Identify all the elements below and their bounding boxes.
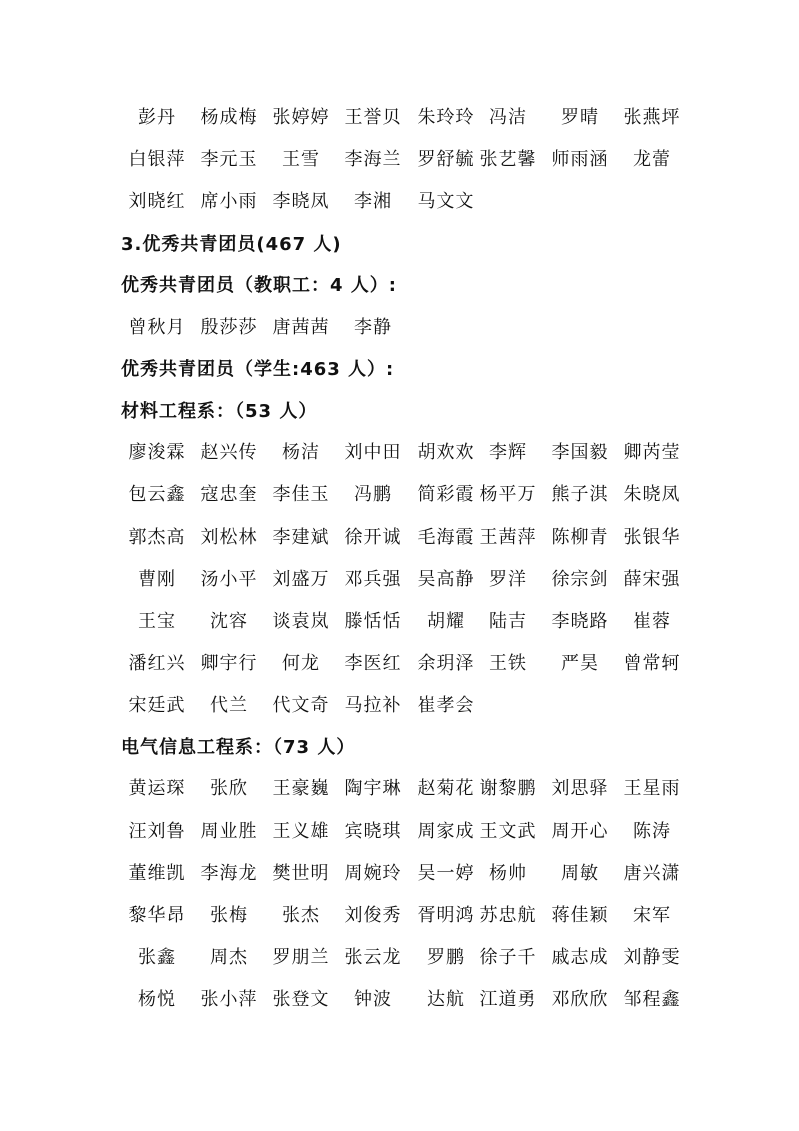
person-name: 刘盛万: [272, 569, 330, 590]
person-name: 张小萍: [200, 989, 258, 1010]
person-name: 徐子千: [479, 947, 537, 968]
person-name: 师雨涵: [551, 149, 609, 170]
person-name: 何龙: [282, 653, 320, 674]
name-row: [0, 103, 799, 133]
person-name: 张欣: [210, 778, 248, 799]
person-name: 王星雨: [623, 778, 681, 799]
person-name: 汪刘鲁: [128, 821, 186, 842]
person-name: 毛海霞: [417, 527, 475, 548]
person-name: 崔蓉: [633, 611, 671, 632]
name-row: [0, 859, 799, 889]
person-name: 周杰: [210, 947, 248, 968]
person-name: 白银萍: [128, 149, 186, 170]
person-name: 郭杰高: [128, 527, 186, 548]
person-name: 罗洋: [489, 569, 527, 590]
person-name: 徐宗剑: [551, 569, 609, 590]
person-name: 刘松林: [200, 527, 258, 548]
person-name: 张登文: [272, 989, 330, 1010]
person-name: 朱晓凤: [623, 484, 681, 505]
person-name: 杨成梅: [200, 107, 258, 128]
name-row: [0, 985, 799, 1015]
person-name: 周业胜: [200, 821, 258, 842]
person-name: 席小雨: [200, 191, 258, 212]
person-name: 黎华昂: [128, 905, 186, 926]
person-name: 张鑫: [138, 947, 176, 968]
person-name: 李佳玉: [272, 484, 330, 505]
person-name: 罗舒毓: [417, 149, 475, 170]
person-name: 杨帅: [489, 863, 527, 884]
person-name: 唐兴潇: [623, 863, 681, 884]
name-row: [0, 438, 799, 468]
person-name: 胡欢欢: [417, 442, 475, 463]
person-name: 罗鹏: [427, 947, 465, 968]
person-name: 黄运琛: [128, 778, 186, 799]
person-name: 代兰: [210, 695, 248, 716]
person-name: 冯鹏: [354, 484, 392, 505]
person-name: 徐开诚: [344, 527, 402, 548]
person-name: 严昊: [561, 653, 599, 674]
person-name: 张艺馨: [479, 149, 537, 170]
name-row: [0, 565, 799, 595]
person-name: 陶宇琳: [344, 778, 402, 799]
section-heading: 优秀共青团员（学生:463 人）:: [121, 359, 395, 380]
person-name: 代文奇: [272, 695, 330, 716]
person-name: 简彩霞: [417, 484, 475, 505]
person-name: 董维凯: [128, 863, 186, 884]
person-name: 李建斌: [272, 527, 330, 548]
name-row: [0, 817, 799, 847]
person-name: 刘静雯: [623, 947, 681, 968]
person-name: 刘晓红: [128, 191, 186, 212]
person-name: 李辉: [489, 442, 527, 463]
section-heading: 材料工程系：（53 人）: [121, 401, 318, 422]
person-name: 王义雄: [272, 821, 330, 842]
person-name: 冯洁: [489, 107, 527, 128]
person-name: 陆吉: [489, 611, 527, 632]
person-name: 李湘: [354, 191, 392, 212]
person-name: 沈容: [210, 611, 248, 632]
person-name: 周婉玲: [344, 863, 402, 884]
person-name: 吴一婷: [417, 863, 475, 884]
person-name: 李海兰: [344, 149, 402, 170]
person-name: 汤小平: [200, 569, 258, 590]
person-name: 张云龙: [344, 947, 402, 968]
person-name: 曾常轲: [623, 653, 681, 674]
person-name: 达航: [427, 989, 465, 1010]
person-name: 王豪巍: [272, 778, 330, 799]
person-name: 刘思驿: [551, 778, 609, 799]
name-row: [0, 649, 799, 679]
name-row: [0, 691, 799, 721]
person-name: 彭丹: [138, 107, 176, 128]
person-name: 王宝: [138, 611, 176, 632]
person-name: 唐茜茜: [272, 317, 330, 338]
person-name: 马文文: [417, 191, 475, 212]
person-name: 吴高静: [417, 569, 475, 590]
person-name: 钟波: [354, 989, 392, 1010]
person-name: 罗晴: [561, 107, 599, 128]
person-name: 余玥泽: [417, 653, 475, 674]
person-name: 谈袁岚: [272, 611, 330, 632]
person-name: 龙蕾: [633, 149, 671, 170]
name-row: [0, 607, 799, 637]
person-name: 江道勇: [479, 989, 537, 1010]
person-name: 张杰: [282, 905, 320, 926]
person-name: 邓欣欣: [551, 989, 609, 1010]
person-name: 寇忠奎: [200, 484, 258, 505]
person-name: 张婷婷: [272, 107, 330, 128]
person-name: 李海龙: [200, 863, 258, 884]
person-name: 曾秋月: [128, 317, 186, 338]
person-name: 宾晓琪: [344, 821, 402, 842]
person-name: 樊世明: [272, 863, 330, 884]
name-row: [0, 187, 799, 217]
person-name: 卿宇行: [200, 653, 258, 674]
person-name: 张燕坪: [623, 107, 681, 128]
name-row: [0, 145, 799, 175]
person-name: 杨悦: [138, 989, 176, 1010]
person-name: 宋军: [633, 905, 671, 926]
person-name: 王文武: [479, 821, 537, 842]
person-name: 杨洁: [282, 442, 320, 463]
person-name: 刘俊秀: [344, 905, 402, 926]
person-name: 杨平万: [479, 484, 537, 505]
section-heading: 电气信息工程系：（73 人）: [121, 737, 356, 758]
person-name: 王雪: [282, 149, 320, 170]
person-name: 宋廷武: [128, 695, 186, 716]
person-name: 陈柳青: [551, 527, 609, 548]
person-name: 胡耀: [427, 611, 465, 632]
person-name: 王誉贝: [344, 107, 402, 128]
person-name: 潘红兴: [128, 653, 186, 674]
name-row: [0, 480, 799, 510]
person-name: 张梅: [210, 905, 248, 926]
person-name: 邓兵强: [344, 569, 402, 590]
person-name: 包云鑫: [128, 484, 186, 505]
person-name: 王茜萍: [479, 527, 537, 548]
name-row: [0, 901, 799, 931]
person-name: 廖浚霖: [128, 442, 186, 463]
person-name: 李晓凤: [272, 191, 330, 212]
name-row: [0, 313, 799, 343]
person-name: 周开心: [551, 821, 609, 842]
person-name: 胥明鸿: [417, 905, 475, 926]
person-name: 周家成: [417, 821, 475, 842]
person-name: 谢黎鹏: [479, 778, 537, 799]
person-name: 马拉补: [344, 695, 402, 716]
name-row: [0, 943, 799, 973]
person-name: 周敏: [561, 863, 599, 884]
person-name: 李国毅: [551, 442, 609, 463]
person-name: 熊子淇: [551, 484, 609, 505]
person-name: 赵兴传: [200, 442, 258, 463]
person-name: 陈涛: [633, 821, 671, 842]
section-heading: 3.优秀共青团员(467 人): [121, 234, 342, 255]
person-name: 蒋佳颖: [551, 905, 609, 926]
person-name: 殷莎莎: [200, 317, 258, 338]
person-name: 滕恬恬: [344, 611, 402, 632]
person-name: 张银华: [623, 527, 681, 548]
person-name: 罗朋兰: [272, 947, 330, 968]
person-name: 刘中田: [344, 442, 402, 463]
name-row: [0, 774, 799, 804]
person-name: 崔孝会: [417, 695, 475, 716]
person-name: 薛宋强: [623, 569, 681, 590]
person-name: 李静: [354, 317, 392, 338]
person-name: 李晓路: [551, 611, 609, 632]
person-name: 卿芮莹: [623, 442, 681, 463]
name-row: [0, 523, 799, 553]
person-name: 邹程鑫: [623, 989, 681, 1010]
person-name: 曹刚: [138, 569, 176, 590]
person-name: 苏忠航: [479, 905, 537, 926]
section-heading: 优秀共青团员（教职工：4 人）:: [121, 275, 397, 296]
person-name: 赵菊花: [417, 778, 475, 799]
person-name: 李元玉: [200, 149, 258, 170]
person-name: 朱玲玲: [417, 107, 475, 128]
person-name: 戚志成: [551, 947, 609, 968]
person-name: 李医红: [344, 653, 402, 674]
person-name: 王铁: [489, 653, 527, 674]
